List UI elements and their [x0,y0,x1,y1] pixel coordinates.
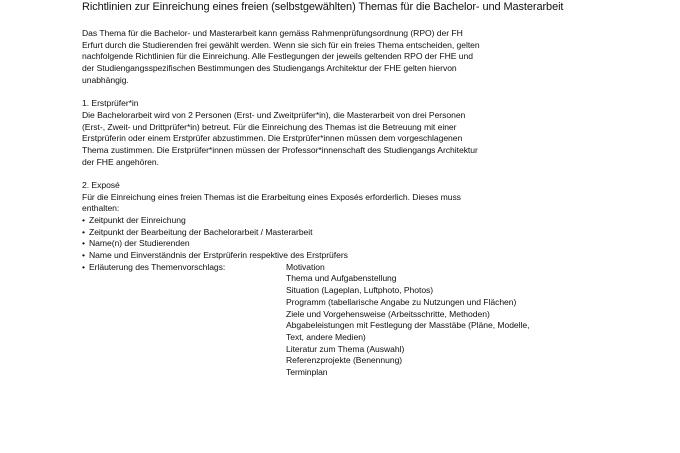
section-erstpruefer [82,98,582,168]
section-expose [82,180,582,379]
text-line: unabhängig. [82,74,129,85]
explanation-row [82,344,582,356]
explanation-row [82,297,582,309]
explanation-row [82,273,582,285]
explanation-item: Programm (tabellarische Angabe zu Nutzungen und Flächen) [286,296,517,307]
text-line: der FHE angehören. [82,156,159,167]
list-item-text: Zeitpunkt der Einreichung [89,215,186,225]
bullet-glyph: • [82,226,85,237]
explanation-row [82,320,582,332]
section-heading: 2. Exposé [82,179,120,190]
explanation-item: Abgabeleistungen mit Festlegung der Masstäbe (Pläne, Modelle, [286,320,530,331]
spacer [82,168,582,180]
explanation-item: Thema und Aufgabenstellung [286,273,397,284]
bullet-glyph: • [82,261,85,272]
explanation-row [82,367,582,379]
list-item [82,227,582,239]
explanation-label-text: Erläuterung des Themenvorschlags: [89,261,226,272]
document-body [82,28,582,379]
bullet-glyph: • [82,238,85,249]
explanation-item: Text, andere Medien) [286,331,366,342]
list-item-text: Name(n) der Studierenden [89,238,190,249]
section-heading: 1. Erstprüfer*in [82,98,139,109]
text-line: Erfurt durch die Studierenden frei gewählt werden. Wenn sie sich für ein freies Thema entscheiden, gelten [82,39,480,50]
intro-paragraph [82,28,582,86]
explanation-row [82,309,582,321]
text-line: Die Bachelorarbeit wird von 2 Personen (Erst- und Zweitprüfer*in), die Masterarbeit von drei Personen [82,109,466,120]
bullet-glyph: • [82,250,85,261]
explanation-item: Literatur zum Thema (Auswahl) [286,343,405,354]
list-item-text: Name und Einverständnis der Erstprüferin respektive des Erstprüfers [89,250,348,261]
spacer [82,86,582,98]
explanation-item: Referenzprojekte (Benennung) [286,355,403,366]
document-title: Richtlinien zur Einreichung eines freien (selbstgewählten) Themas für die Bachelor- und Masterarbeit [82,1,564,13]
explanation-item: Situation (Lageplan, Luftphoto, Photos) [286,285,434,296]
bullet-glyph: • [82,215,85,225]
list-item [82,250,582,262]
text-line: enthalten: [82,203,120,214]
text-line: nachfolgende Richtlinien für die Einreichung. Alle Festlegungen der jeweils geltenden RPO der FHE und [82,51,473,62]
text-line: (Erst-, Zweit- und Drittprüfer*in) betreut. Für die Einreichung des Themas ist die Betreuung mit einer [82,121,457,132]
text-line: der Studiengangsspezifischen Bestimmungen des Studiengangs Architektur der FHE gelten hiervon [82,63,457,74]
list-item-text: Zeitpunkt der Bearbeitung der Bachelorarbeit / Masterarbeit [89,226,313,237]
explanation-row [82,355,582,367]
explanation-row [82,332,582,344]
list-item [82,215,582,227]
explanation-label [82,262,286,274]
text-line: Das Thema für die Bachelor- und Masterarbeit kann gemäss Rahmenprüfungsordnung (RPO) der FH [82,28,463,38]
explanation-item: Ziele und Vorgehensweise (Arbeitsschritte, Methoden) [286,308,490,319]
text-line: Thema zustimmen. Die Erstprüfer*innen müssen der Professor*innenschaft des Studiengangs Architektur [82,144,478,155]
list-item [82,238,582,250]
explanation-row [82,285,582,297]
explanation-item: Terminplan [286,366,328,377]
explanation-row [82,262,582,274]
text-line: Erstprüferin oder einem Erstprüfer abzustimmen. Die Erstprüfer*innen müssen dem vorgeschlagenen [82,133,463,144]
explanation-item: Motivation [286,261,325,272]
explanation-list [82,262,582,379]
text-line: Für die Einreichung eines freien Themas ist die Erarbeitung eines Exposés erforderlich. Dieses muss [82,191,461,202]
